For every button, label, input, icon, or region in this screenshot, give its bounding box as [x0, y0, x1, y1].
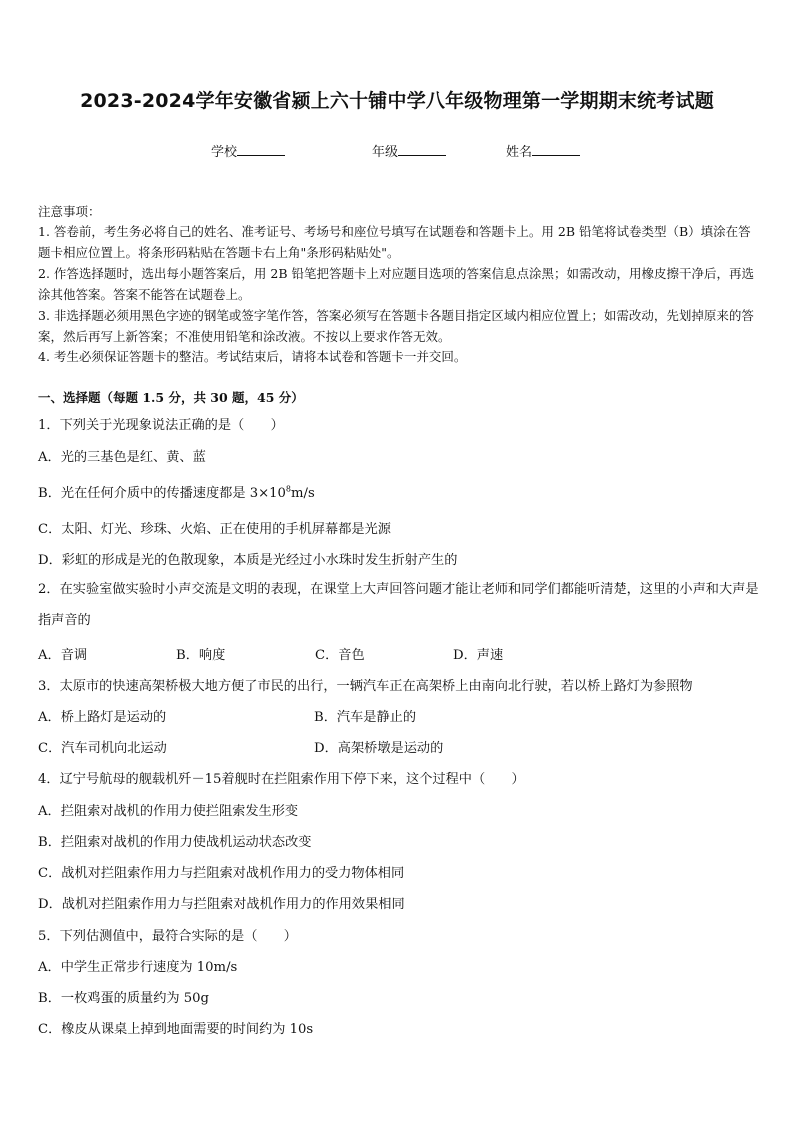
q1-option-b — [38, 482, 315, 501]
q1-stem: 1．下列关于光现象说法正确的是（ ） — [38, 418, 284, 433]
grade-field — [372, 141, 446, 160]
grade-label: 年级 — [372, 145, 399, 160]
q5-option-a: A．中学生正常步行速度为 10m/s — [38, 960, 238, 975]
q4-option-d: D．战机对拦阻索作用力与拦阻索对战机作用力的作用效果相同 — [38, 897, 405, 912]
q3-option-a: A．桥上路灯是运动的 — [38, 710, 167, 725]
name-blank — [532, 143, 580, 156]
q3-options-row2 — [38, 737, 443, 756]
notice-item-3: 3. 非选择题必须用黑色字迹的钢笔或签字笔作答，答案必须写在答题卡各题目指定区域内相应位置上；如需改动，先划掉原来的答案，然后再写上新答案；不准使用铅笔和涂改液。不按以上要求作答无效。 — [38, 308, 754, 344]
grade-blank — [398, 143, 446, 156]
name-label: 姓名 — [506, 145, 533, 160]
q3-stem: 3．太原市的快速高架桥极大地方便了市民的出行，一辆汽车正在高架桥上由南向北行驶，若以桥上路灯为参照物 — [38, 679, 693, 694]
q5-option-c: C．橡皮从课桌上掉到地面需要的时间约为 10s — [38, 1022, 314, 1037]
section-heading: 一、选择题（每题 1.5 分，共 30 题，45 分） — [38, 390, 304, 405]
q1-option-b-exponent: 8 — [285, 484, 292, 494]
name-field — [506, 141, 580, 160]
q1-option-d: D．彩虹的形成是光的色散现象，本质是光经过小水珠时发生折射产生的 — [38, 553, 458, 568]
q4-stem: 4．辽宁号航母的舰载机歼－15着舰时在拦阻索作用下停下来，这个过程中（ ） — [38, 772, 525, 787]
q5-option-b: B．一枚鸡蛋的质量约为 50g — [38, 991, 209, 1006]
notice-item-2: 2. 作答选择题时，选出每小题答案后，用 2B 铅笔把答题卡上对应题目选项的答案信息点涂黑；如需改动，用橡皮擦干净后，再选涂其他答案。答案不能答在试题卷上。 — [38, 266, 754, 302]
notice-item-4: 4. 考生必须保证答题卡的整洁。考试结束后，请将本试卷和答题卡一并交回。 — [38, 349, 467, 364]
q3-option-d: D．高架桥墩是运动的 — [314, 741, 444, 756]
q4-option-b: B．拦阻索对战机的作用力使战机运动状态改变 — [38, 835, 312, 850]
notice-item-1: 1. 答卷前，考生务必将自己的姓名、准考证号、考场号和座位号填写在试题卷和答题卡上。用 2B 铅笔将试卷类型（B）填涂在答题卡相应位置上。将条形码粘贴在答题卡右上角"条形码粘贴处"。 — [38, 224, 751, 260]
notice-heading: 注意事项： — [38, 204, 101, 219]
school-label: 学校 — [211, 145, 238, 160]
q2-option-d: D．声速 — [453, 648, 504, 663]
q1-option-a: A．光的三基色是红、黄、蓝 — [38, 450, 206, 465]
q3-option-c: C．汽车司机向北运动 — [38, 741, 167, 756]
q1-option-b-text: B．光在任何介质中的传播速度都是 3×10 — [38, 486, 286, 501]
q2-options — [38, 644, 503, 663]
q2-option-c: C．音色 — [315, 648, 365, 663]
page-title: 2023-2024学年安徽省颍上六十铺中学八年级物理第一学期期末统考试题 — [80, 90, 714, 112]
q3-options-row1 — [38, 706, 416, 725]
q3-option-b: B．汽车是静止的 — [314, 710, 417, 725]
q1-option-c: C．太阳、灯光、珍珠、火焰、正在使用的手机屏幕都是光源 — [38, 522, 391, 537]
q5-stem: 5．下列估测值中，最符合实际的是（ ） — [38, 929, 297, 944]
q2-option-b: B．响度 — [176, 648, 226, 663]
q2-option-a: A．音调 — [38, 648, 88, 663]
q4-option-a: A．拦阻索对战机的作用力使拦阻索发生形变 — [38, 804, 299, 819]
q4-option-c: C．战机对拦阻索作用力与拦阻索对战机作用力的受力物体相同 — [38, 866, 405, 881]
q1-option-b-unit: m/s — [291, 486, 315, 501]
q2-stem: 2．在实验室做实验时小声交流是文明的表现，在课堂上大声回答问题才能让老师和同学们都能听清楚，这里的小声和大声是指声音的 — [38, 582, 759, 628]
school-blank — [237, 143, 285, 156]
school-field — [211, 141, 285, 160]
